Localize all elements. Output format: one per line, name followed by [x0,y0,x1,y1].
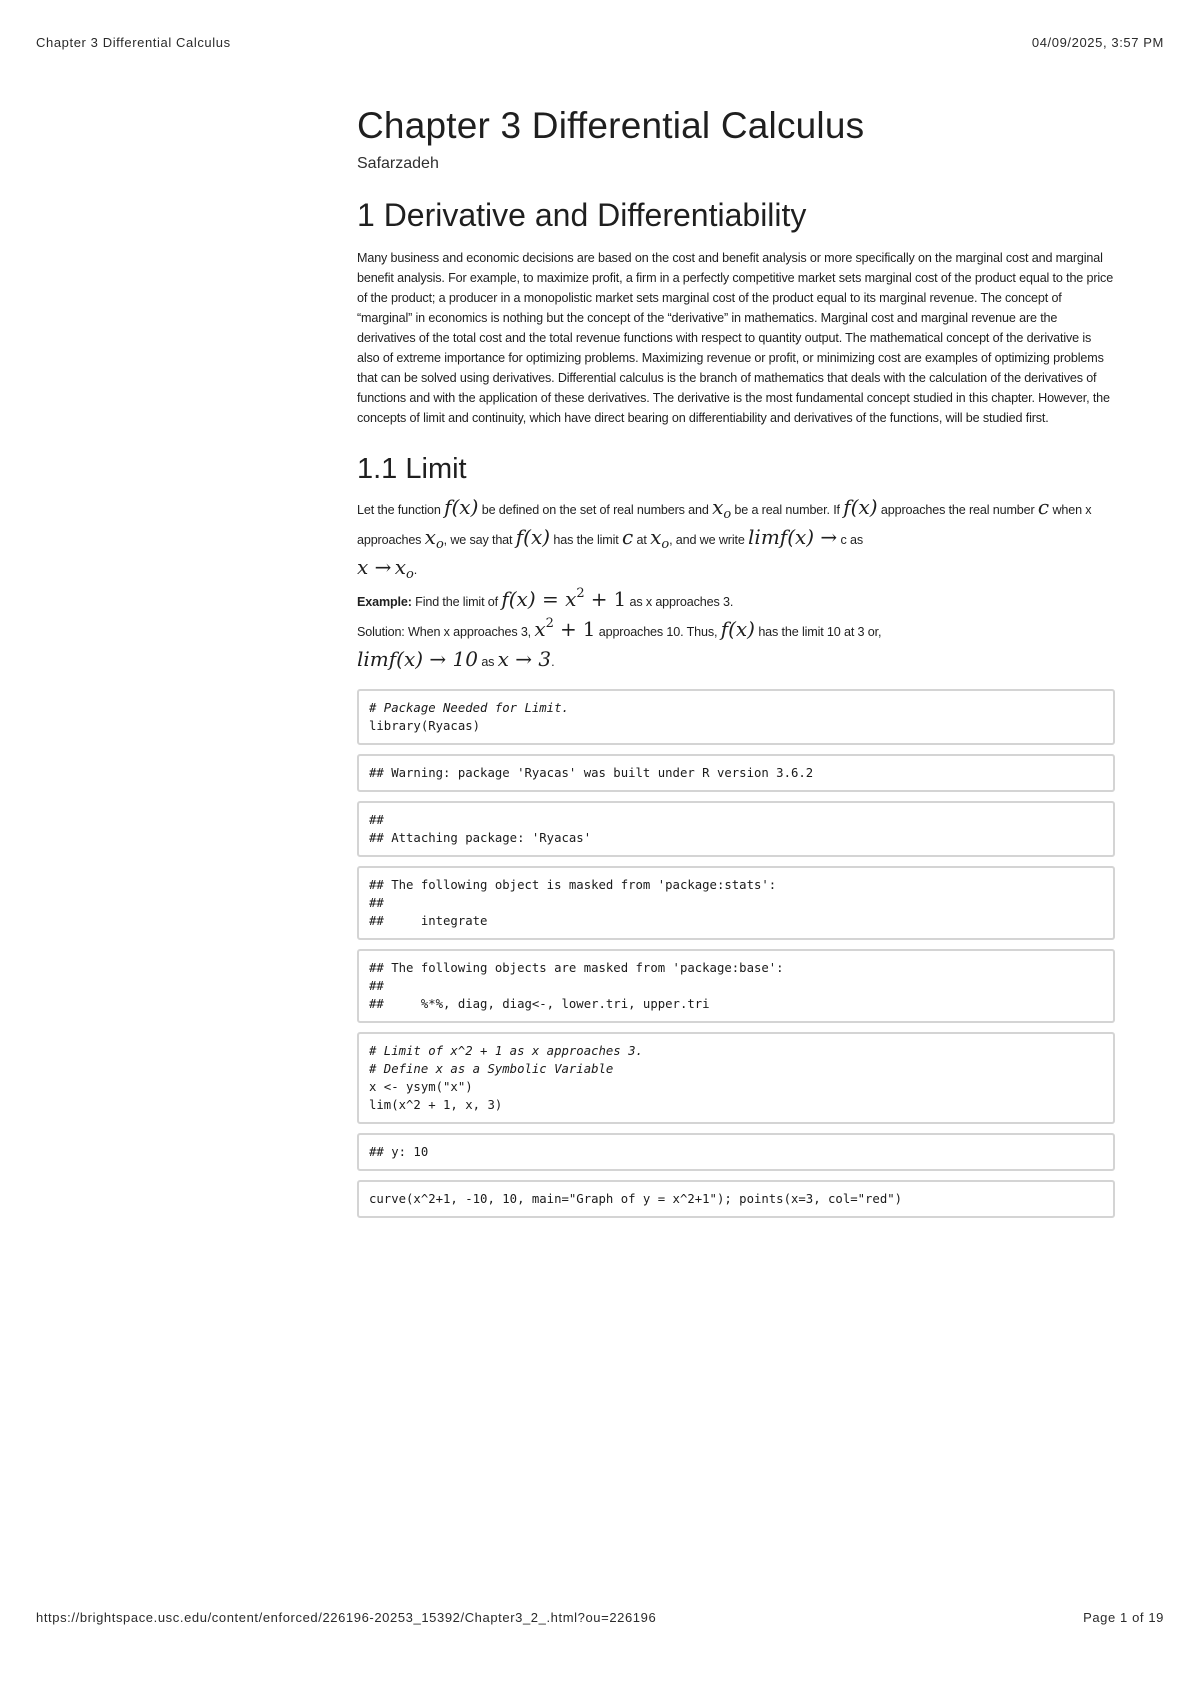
example-label: Example: [357,595,412,609]
print-footer [36,1610,1164,1628]
document-author: Safarzadeh [357,155,439,172]
page-url-link[interactable]: https://brightspace.usc.edu/content/enforced/226196-20253_15392/Chapter3_2_.html?ou=226196 [36,1610,657,1625]
document-title: Chapter 3 Differential Calculus [357,105,865,146]
limit-example: Example: Find the limit of f(x) = x2 + 1 as x approaches 3. [357,586,734,611]
math-fx: f(x) [444,495,479,519]
print-header-timestamp: 04/09/2025, 3:57 PM [1031,35,1164,50]
page-number: Page 1 of 19 [1083,1610,1164,1625]
print-header-title: Chapter 3 Differential Calculus [36,35,231,50]
document-body [357,104,1115,1218]
output-block-result: ## y: 10 [357,1133,1115,1171]
limit-solution: Solution: When x approaches 3, x2 + 1 approaches 10. Thus, f(x) has the limit 10 at 3 or, limf(x) → 10 as x → 3. [357,616,882,671]
code-block-curve: curve(x^2+1, -10, 10, main="Graph of y = x^2+1"); points(x=3, col="red") [357,1180,1115,1218]
print-header [36,35,1164,53]
output-block-warning: ## Warning: package 'Ryacas' was built under R version 3.6.2 [357,754,1115,792]
output-block-masked-stats: ## The following object is masked from 'package:stats': ## ## integrate [357,866,1115,940]
output-block-attaching: ## ## Attaching package: 'Ryacas' [357,801,1115,857]
math-limit-result: limf(x) → 10 [357,647,478,671]
section-heading-limit: 1.1 Limit [357,453,467,485]
section-heading-derivative: 1 Derivative and Differentiability [357,197,807,233]
math-lim: limf(x) → [748,525,838,549]
code-block-package: # Package Needed for Limit. library(Ryacas) [357,689,1115,745]
output-block-masked-base: ## The following objects are masked from 'package:base': ## ## %*%, diag, diag<-, lower.tri, upper.tri [357,949,1115,1023]
limit-definition: Let the function f(x) be defined on the set of real numbers and xo be a real number. If f(x) approaches the real number c when x approaches xo, we say that f(x) has the limit c at xo, and we write limf(x) → c as x → xo. [357,495,1092,582]
section-paragraph-derivative: Many business and economic decisions are based on the cost and benefit analysis or more specifically on the marginal cost and marginal benefit analysis. For example, to maximize profit, a firm in a perfectly competitive market sets marginal cost of the product equal to the price of the product; a producer in a monopolistic market sets marginal cost of the product equal to its marginal revenue. The concept of “marginal” in economics is nothing but the concept of the “derivative” in mathematics. Marginal cost and marginal revenue are the derivatives of the total cost and the total revenue functions with respect to quantity output. The mathematical concept of the derivative is also of extreme importance for optimizing problems. Maximizing revenue or profit, or minimizing cost are examples of optimizing problems that can be solved using derivatives. Differential calculus is the branch of mathematics that deals with the calculation of the derivatives of functions and with the application of these derivatives. The derivative is the most fundamental concept studied in this chapter. However, the concepts of limit and continuity, which have direct bearing on differentiability and derivatives of the functions, will be studied first. [357,251,1114,425]
code-block-limit: # Limit of x^2 + 1 as x approaches 3. # Define x as a Symbolic Variable x <- ysym("x") lim(x^2 + 1, x, 3) [357,1032,1115,1124]
